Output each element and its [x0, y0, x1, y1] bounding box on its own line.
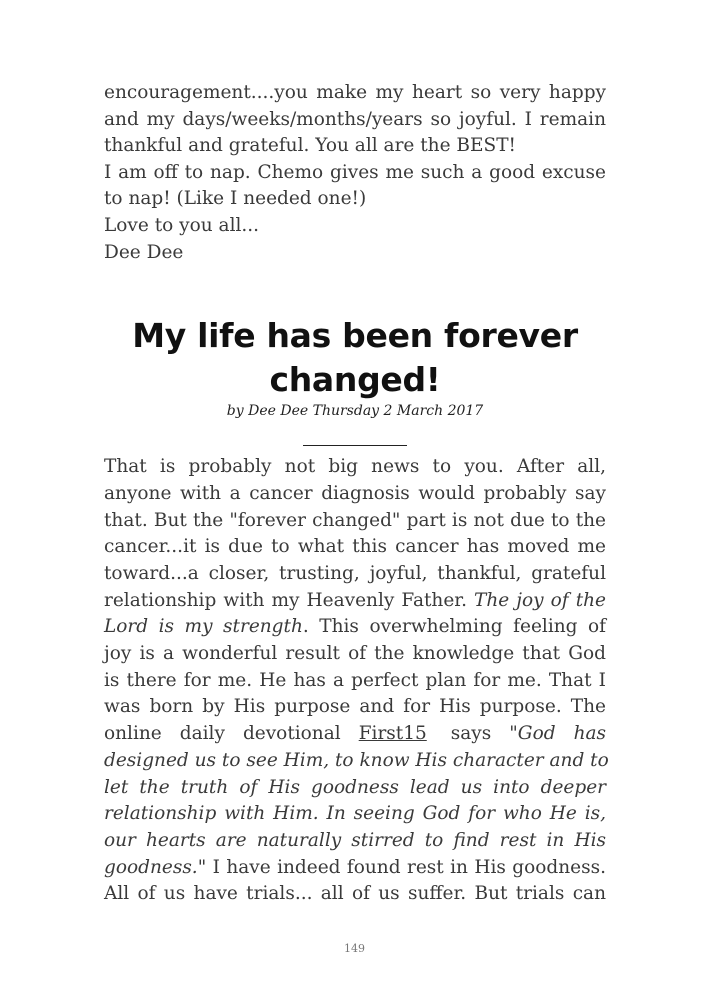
text-line: cancer...it is due to what this cancer has moved me [104, 536, 606, 558]
page-content [104, 80, 609, 908]
text-line: encouragement....you make my heart so very happy [104, 82, 606, 103]
text-line: anyone with a cancer diagnosis would probably say [104, 482, 606, 504]
text-line [104, 614, 606, 641]
text-line: thankful and grateful. You all are the BEST! [104, 135, 516, 157]
text-line [104, 855, 606, 882]
page-number: 149 [344, 942, 365, 955]
text-span: I have indeed found rest in His goodness. [206, 856, 606, 878]
text-line: to nap! (Like I needed one!) [104, 188, 367, 210]
quote-line: designed us to see Him, to know His character and to [104, 749, 609, 771]
intro-paragraph [104, 80, 606, 266]
text-line: toward...a closer, trusting, joyful, thankful, grateful [104, 562, 606, 584]
text-span: says [432, 723, 510, 745]
text-line [104, 721, 606, 748]
text-line: is there for me. He has a perfect plan for me. That I [104, 669, 606, 691]
text-line: was born by His purpose and for His purpose. The [104, 696, 606, 718]
quote-span: "God has [509, 723, 607, 745]
text-line: That is probably not big news to you. After all, [104, 456, 606, 478]
text-line: Love to you all... [104, 214, 260, 236]
quote-span: Lord is my strength [104, 616, 303, 638]
text-line: and my days/weeks/months/years so joyful. I remain [104, 108, 606, 130]
text-line: joy is a wonderful result of the knowledge that God [104, 643, 606, 665]
text-line: All of us have trials... all of us suffer. But trials can [104, 883, 606, 905]
title-line: My life has been forever [132, 316, 578, 356]
text-line [104, 588, 606, 615]
quote-span: goodness." [104, 856, 207, 878]
text-line: I am off to nap. Chemo gives me such a good excuse [104, 161, 606, 183]
text-line: that. But the "forever changed" part is not due to the [104, 509, 606, 531]
post-title [104, 314, 606, 402]
quote-line: relationship with Him. In seeing God for who He is, [104, 803, 606, 825]
post-body [104, 454, 609, 908]
quote-span: The joy of the [474, 589, 607, 611]
quote-line: our hearts are naturally stirred to find rest in His [104, 830, 606, 851]
text-span: relationship with my Heavenly Father. [104, 589, 475, 611]
post-byline: by Dee Dee Thursday 2 March 2017 [226, 403, 484, 420]
quote-line: let the truth of His goodness lead us into deeper [104, 776, 606, 798]
text-span: online daily devotional [104, 723, 359, 745]
divider-rule [303, 445, 407, 446]
signature: Dee Dee [104, 241, 184, 263]
text-span: . This overwhelming feeling of [302, 616, 606, 638]
title-line: changed! [269, 360, 441, 400]
first15-link[interactable]: First15 [358, 723, 427, 745]
